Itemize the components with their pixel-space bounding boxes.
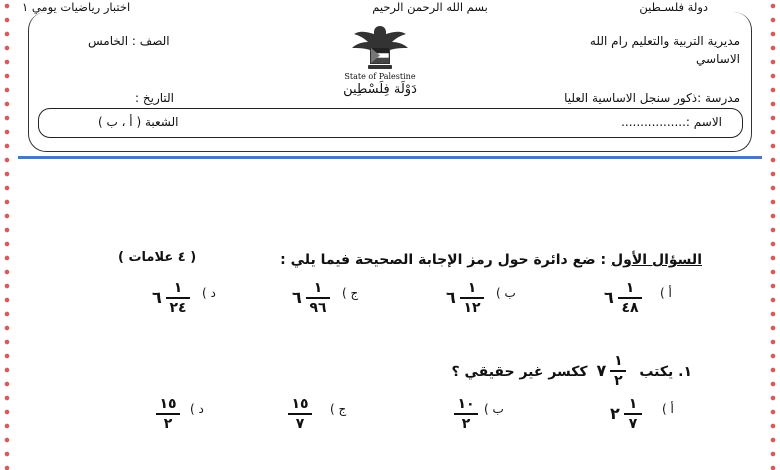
fraction-denominator: ٩٦ bbox=[309, 299, 327, 316]
header-school: مدرسة :ذكور سنجل الاساسية العليا bbox=[564, 91, 740, 105]
fraction-denominator: ٢٤ bbox=[169, 299, 187, 316]
decorative-border-left bbox=[0, 0, 14, 470]
section-divider bbox=[18, 156, 762, 159]
fraction-denominator: ٧ bbox=[295, 415, 305, 432]
fraction bbox=[460, 280, 484, 316]
mixed-whole: ٦ bbox=[292, 288, 302, 307]
header-country: دولة فلسـطين bbox=[639, 0, 708, 14]
logo-arabic-caption: دَوْلَة فِلَسْطِين bbox=[343, 82, 417, 97]
option-letter: أ ) bbox=[660, 286, 672, 300]
option-b-row2[interactable] bbox=[440, 396, 530, 436]
option-a-row1[interactable] bbox=[600, 280, 690, 320]
option-letter: د ) bbox=[190, 402, 204, 416]
header-directorate: مديرية التربية والتعليم رام الله bbox=[589, 34, 740, 48]
header-basmala: بسم الله الرحمن الرحيم bbox=[372, 0, 488, 14]
option-d-row1[interactable] bbox=[146, 280, 236, 320]
question-marks: ( ٤ علامات ) bbox=[118, 250, 197, 265]
question-title bbox=[280, 252, 702, 268]
fraction-bar bbox=[454, 413, 478, 415]
student-name-field[interactable]: الاسم :................. bbox=[621, 115, 722, 129]
question-title-label: السؤال الأول bbox=[611, 252, 702, 268]
fraction-denominator: ٢ bbox=[614, 372, 623, 389]
question-1-prefix: ١. يكتب bbox=[639, 364, 692, 380]
fraction-bar bbox=[624, 413, 642, 415]
fraction-numerator: ١ bbox=[313, 280, 323, 296]
fraction bbox=[454, 396, 478, 432]
fraction-bar bbox=[306, 297, 330, 299]
fraction-numerator: ١٥ bbox=[291, 396, 309, 412]
option-c-row2[interactable] bbox=[286, 396, 376, 436]
fraction-bar bbox=[618, 297, 642, 299]
option-c-row1[interactable] bbox=[286, 280, 376, 320]
logo-caption: State of Palestine bbox=[344, 72, 416, 81]
fraction bbox=[306, 280, 330, 316]
fraction-bar bbox=[156, 413, 180, 415]
fraction-denominator: ١٢ bbox=[463, 299, 481, 316]
fraction bbox=[618, 280, 642, 316]
fraction-bar bbox=[460, 297, 484, 299]
fraction bbox=[288, 396, 312, 432]
header-date: التاريخ : bbox=[135, 91, 175, 105]
fraction-denominator: ٢ bbox=[461, 415, 471, 432]
question-1-suffix: ككسر غير حقيقي ؟ bbox=[451, 364, 588, 380]
fraction-numerator: ١ bbox=[173, 280, 183, 296]
option-letter: د ) bbox=[202, 286, 216, 300]
option-letter: ج ) bbox=[330, 402, 347, 416]
mixed-whole: ٦ bbox=[446, 288, 456, 307]
header-quiz-title: اختبار رياضيات يومي ١ bbox=[22, 0, 131, 14]
fraction-numerator: ١ bbox=[628, 396, 638, 412]
fraction-numerator: ١ bbox=[467, 280, 477, 296]
option-d-row2[interactable] bbox=[146, 396, 236, 436]
question-1-mixed-number bbox=[596, 353, 630, 391]
decorative-border-right bbox=[766, 0, 780, 470]
fraction-bar bbox=[288, 413, 312, 415]
header-basic: الاساسي bbox=[696, 52, 740, 66]
option-letter: أ ) bbox=[662, 402, 674, 416]
option-b-row1[interactable] bbox=[440, 280, 530, 320]
option-letter: ب ) bbox=[484, 402, 504, 416]
fraction-numerator: ١٥ bbox=[159, 396, 177, 412]
fraction-numerator: ١ bbox=[625, 280, 635, 296]
fraction-numerator: ١ bbox=[614, 353, 623, 369]
fraction-denominator: ٤٨ bbox=[621, 299, 639, 316]
fraction-denominator: ٧ bbox=[628, 415, 638, 432]
mixed-whole: ٢ bbox=[610, 404, 620, 423]
fraction bbox=[156, 396, 180, 432]
student-section-field[interactable]: الشعبة ( أ ، ب ) bbox=[98, 115, 179, 129]
header-grade: الصف : الخامس bbox=[88, 34, 170, 48]
option-letter: ب ) bbox=[496, 286, 516, 300]
fraction-bar bbox=[166, 297, 190, 299]
mixed-whole: ٧ bbox=[596, 361, 607, 380]
fraction-bar bbox=[610, 370, 626, 372]
fraction bbox=[166, 280, 190, 316]
mixed-whole: ٦ bbox=[604, 288, 614, 307]
question-1 bbox=[451, 353, 692, 391]
fraction-denominator: ٢ bbox=[163, 415, 173, 432]
option-letter: ج ) bbox=[342, 286, 359, 300]
fraction bbox=[624, 396, 642, 432]
mixed-whole: ٦ bbox=[152, 288, 162, 307]
question-title-text: : ضع دائرة حول رمز الإجابة الصحيحة فيما يلي : bbox=[280, 252, 612, 268]
fraction-numerator: ١٠ bbox=[457, 396, 475, 412]
fraction bbox=[610, 353, 626, 389]
option-a-row2[interactable] bbox=[600, 396, 690, 436]
